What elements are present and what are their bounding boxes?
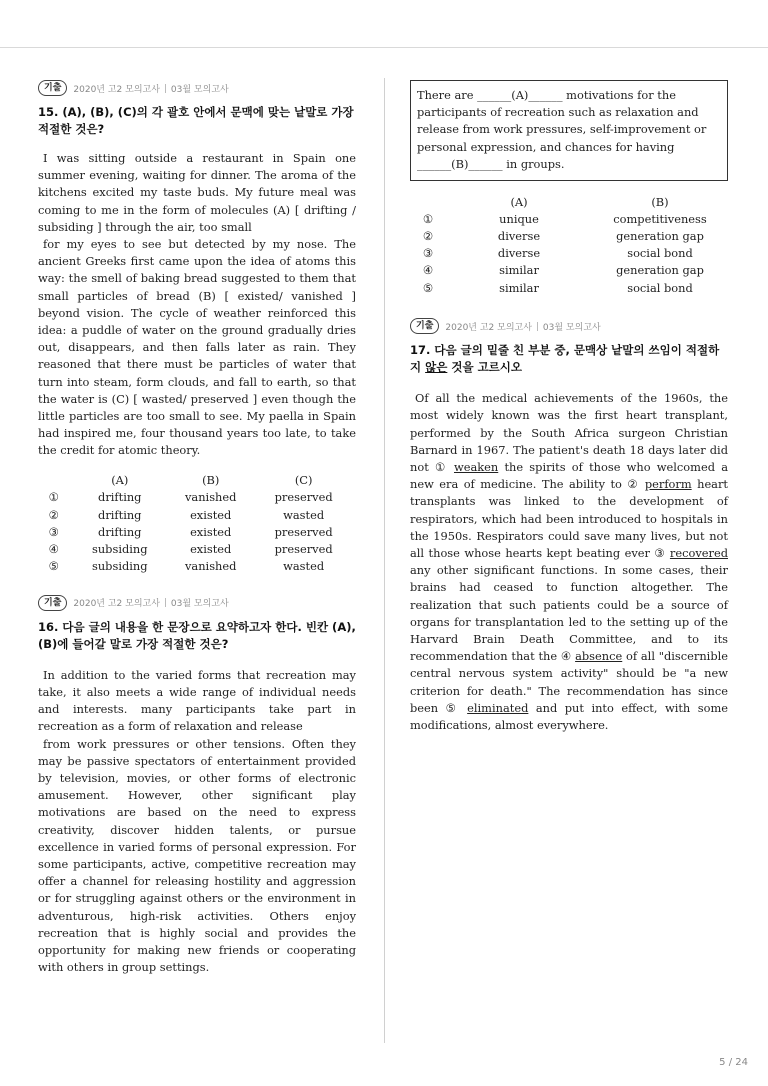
passage-text: any other significant functions. In some cases, their brains had ceased to function altogether. The realization that such patients could be a source of organs for transplantation led to the setting up of the Harvard Brain Death Committee, and to its recommendation that the ④: [410, 563, 728, 664]
option-number: ⑤: [48, 559, 59, 574]
column-divider: [384, 78, 385, 1043]
option-number: ③: [48, 524, 59, 539]
option-b: vanished: [184, 559, 237, 574]
option-a: similar: [499, 263, 539, 278]
option-row[interactable]: [410, 245, 728, 262]
option-number: ③: [422, 246, 434, 261]
option-row[interactable]: [38, 523, 356, 540]
title-text: 것을 고르시오: [447, 360, 523, 375]
question-title: [410, 342, 728, 376]
question-16-continued: [410, 80, 728, 296]
passage-paragraph: [410, 390, 728, 734]
option-row[interactable]: [410, 210, 728, 227]
underlined-word-3: recovered: [669, 545, 728, 560]
answer-options: [38, 472, 356, 575]
option-a: diverse: [497, 246, 541, 261]
passage-text: and put into effect, with some modifications, almost everywhere.: [410, 700, 728, 732]
question-15: [38, 80, 356, 575]
options-header: [38, 472, 356, 489]
option-b: vanished: [184, 490, 237, 505]
option-a: similar: [499, 280, 539, 295]
option-c: wasted: [283, 559, 325, 574]
source-badge: 기출: [38, 80, 67, 96]
source-line: [38, 595, 356, 611]
option-number: ①: [422, 211, 434, 226]
header-a: (A): [510, 194, 528, 209]
option-b: generation gap: [616, 263, 704, 278]
title-underlined: 않은: [425, 360, 448, 375]
option-row[interactable]: [38, 506, 356, 523]
question-16: [38, 595, 356, 977]
option-number: ④: [422, 263, 434, 278]
source-separator: [165, 84, 166, 93]
option-a: subsiding: [92, 559, 148, 574]
option-c: preserved: [274, 524, 333, 539]
summary-box: There are ______(A)______ motivations for the participants of recreation such as relaxation and release from work pressures, self-improvement or personal expression, and chances for having ______(B)______ in groups.: [410, 80, 728, 181]
option-c: wasted: [283, 507, 325, 522]
title-text: 17. 다음 글의 밑줄 친 부분 중, 문맥상 낱말의 쓰임이 적절하지: [410, 343, 720, 375]
source-year: 2020년 고2 모의고사: [445, 322, 532, 333]
passage-paragraph: In addition to the varied forms that recreation may take, it also meets a wide range of individual needs and interests. many participants take part in recreation as a form of relaxation and release: [38, 667, 356, 734]
source-separator: [537, 322, 538, 331]
header-a: (A): [111, 473, 129, 488]
option-b: existed: [190, 542, 232, 556]
option-number: ①: [48, 490, 59, 505]
passage: [38, 150, 356, 460]
source-separator: [165, 598, 166, 607]
right-column: [410, 80, 728, 734]
source-month: 03월 모의고사: [170, 84, 229, 95]
option-b: generation gap: [616, 228, 704, 243]
source-badge: 기출: [410, 318, 439, 334]
option-a: drifting: [98, 507, 142, 522]
source-year: 2020년 고2 모의고사: [73, 599, 160, 610]
passage-paragraph: for my eyes to see but detected by my nose. The ancient Greeks first came upon the idea of atoms this way: the smell of baking bread suggested to them that small particles of bread (B) [ existed/ vanished ] beyond vision. The cycle of weather reinforced this idea: a puddle of water on the ground gradually dries out, disappears, and then falls later as rain. They reasoned that there must be particles of water that turn into steam, form clouds, and fall to earth, so that the water is (C) [ wasted/ preserved ] even though the little particles are too small to see. My paella in Spain had inspired me, four thousand years too late, to take the credit for atomic theory.: [38, 237, 356, 458]
passage-paragraph: from work pressures or other tensions. Often they may be passive spectators of entertainment provided by television, movies, or other forms of electronic amusement. However, other significant play motivations are based on the need to express creativity, discover hidden talents, or pursue excellence in varied forms of personal expression. For some participants, active, competitive recreation may offer a channel for releasing hostility and aggression or for struggling against others or the environment in adventurous, high-risk activities. Others enjoy recreation that is highly social and provides the opportunity for making new friends or cooperating with others in group settings.: [38, 736, 356, 975]
passage-text: heart transplants was linked to the development of respirators, which had been introduced to hospitals in the 1950s. Respirators could save many lives, but not all those whose hearts kept beating ever ③: [410, 477, 728, 560]
source-year: 2020년 고2 모의고사: [73, 84, 160, 95]
option-b: existed: [190, 507, 232, 522]
source-line: [38, 80, 356, 96]
passage-paragraph: I was sitting outside a restaurant in Spain one summer evening, waiting for dinner. The aroma of the kitchens excited my taste buds. My future meal was coming to me in the form of molecules (A) [ drifting / subsiding ] through the air, too small: [38, 151, 356, 234]
source-line: [410, 318, 728, 334]
passage: [410, 390, 728, 734]
answer-options: [410, 193, 728, 296]
header-b: (B): [651, 194, 669, 209]
option-b: existed: [190, 524, 232, 539]
option-b: social bond: [627, 280, 693, 295]
option-c: preserved: [274, 542, 333, 556]
option-a: drifting: [98, 490, 142, 505]
option-b: social bond: [627, 246, 693, 261]
option-row[interactable]: [38, 558, 356, 575]
source-month: 03월 모의고사: [170, 599, 229, 610]
option-a: diverse: [497, 228, 541, 243]
question-title: 16. 다음 글의 내용을 한 문장으로 요약하고자 한다. 빈칸 (A), (B)에 들어갈 말로 가장 적절한 것은?: [38, 619, 356, 651]
option-number: ②: [422, 228, 434, 243]
header-b: (B): [202, 473, 220, 488]
header-c: (C): [294, 473, 313, 488]
option-a: subsiding: [92, 542, 148, 556]
underlined-word-4: absence: [575, 649, 623, 664]
option-row[interactable]: [410, 279, 728, 296]
passage-text: the spirits of those who welcomed a new era of medicine. The ability to ②: [410, 459, 728, 492]
underlined-word-2: perform: [644, 477, 692, 492]
passage-text: of all "discernible central nervous system activity" should be "a new criterion for death." The recommendation has since been ⑤: [410, 649, 728, 715]
options-header: [410, 193, 728, 210]
passage-text: Of all the medical achievements of the 1960s, the most widely known was the first heart transplant, performed by the South Africa surgeon Christian Barnard in 1967. The patient's death 18 days later did not ①: [410, 391, 728, 474]
option-a: unique: [499, 211, 539, 226]
option-row[interactable]: [38, 540, 356, 557]
question-title: 15. (A), (B), (C)의 각 괄호 안에서 문맥에 맞는 낱말로 가장 적절한 것은?: [38, 105, 354, 136]
passage: [38, 667, 356, 977]
option-row[interactable]: [410, 262, 728, 279]
option-row[interactable]: [38, 489, 356, 506]
option-c: preserved: [274, 490, 333, 505]
header-rule: [0, 47, 768, 48]
underlined-word-1: weaken: [453, 459, 499, 474]
source-month: 03월 모의고사: [542, 322, 601, 333]
option-b: competitiveness: [613, 211, 707, 226]
left-column: [38, 80, 356, 976]
option-number: ⑤: [422, 280, 434, 295]
option-number: ②: [48, 507, 59, 522]
option-row[interactable]: [410, 227, 728, 244]
underlined-word-5: eliminated: [467, 700, 529, 715]
option-a: drifting: [98, 524, 142, 539]
option-number: ④: [48, 542, 59, 556]
question-17: [410, 318, 728, 734]
source-badge: 기출: [38, 595, 67, 611]
page-number: 5 / 24: [719, 1057, 748, 1068]
